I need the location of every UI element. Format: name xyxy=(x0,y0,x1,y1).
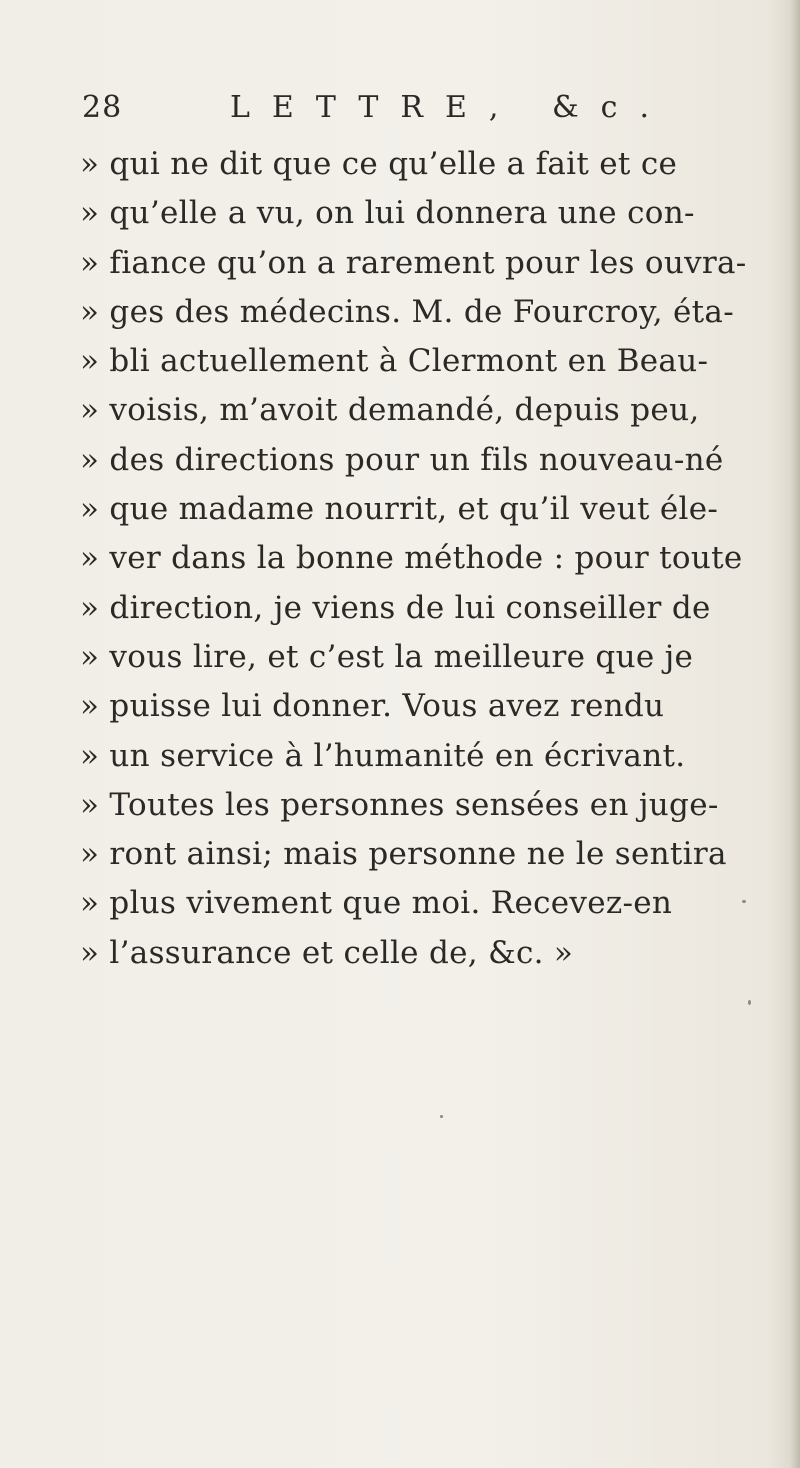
text-line: » puisse lui donner. Vous avez rendu xyxy=(80,688,665,725)
text-line: » ver dans la bonne méthode : pour toute xyxy=(80,540,743,577)
text-line: » ront ainsi; mais personne ne le sentira xyxy=(80,836,727,873)
text-line: » qu’elle a vu, on lui donnera une con- xyxy=(80,195,695,232)
letter-text-block xyxy=(80,140,747,978)
text-line: » plus vivement que moi. Recevez-en xyxy=(80,885,673,922)
text-line: » voisis, m’avoit demandé, depuis peu, xyxy=(80,392,700,429)
paper-speck xyxy=(748,1000,751,1005)
page-number: 28 xyxy=(82,90,123,125)
running-head xyxy=(82,90,722,134)
text-line: » direction, je viens de lui conseiller de xyxy=(80,589,711,626)
text-line: » fiance qu’on a rarement pour les ouvra- xyxy=(80,244,747,281)
text-line: » Toutes les personnes sensées en juge- xyxy=(80,786,719,823)
text-line: » l’assurance et celle de, &c. » xyxy=(80,934,574,971)
text-line: » qui ne dit que ce qu’elle a fait et ce xyxy=(80,146,678,182)
paper-speck xyxy=(742,900,746,903)
paper-speck xyxy=(440,1115,443,1118)
running-title: LETTRE, &c. xyxy=(230,90,671,125)
text-line: » ges des médecins. M. de Fourcroy, éta- xyxy=(80,293,734,330)
text-line: » des directions pour un fils nouveau-né xyxy=(80,441,724,478)
text-line: » vous lire, et c’est la meilleure que je xyxy=(80,638,694,675)
text-line: » que madame nourrit, et qu’il veut éle- xyxy=(80,491,719,528)
text-line: » un service à l’humanité en écrivant. xyxy=(80,737,686,774)
page-edge-shadow xyxy=(790,0,800,1468)
text-line: » bli actuellement à Clermont en Beau- xyxy=(80,343,709,380)
